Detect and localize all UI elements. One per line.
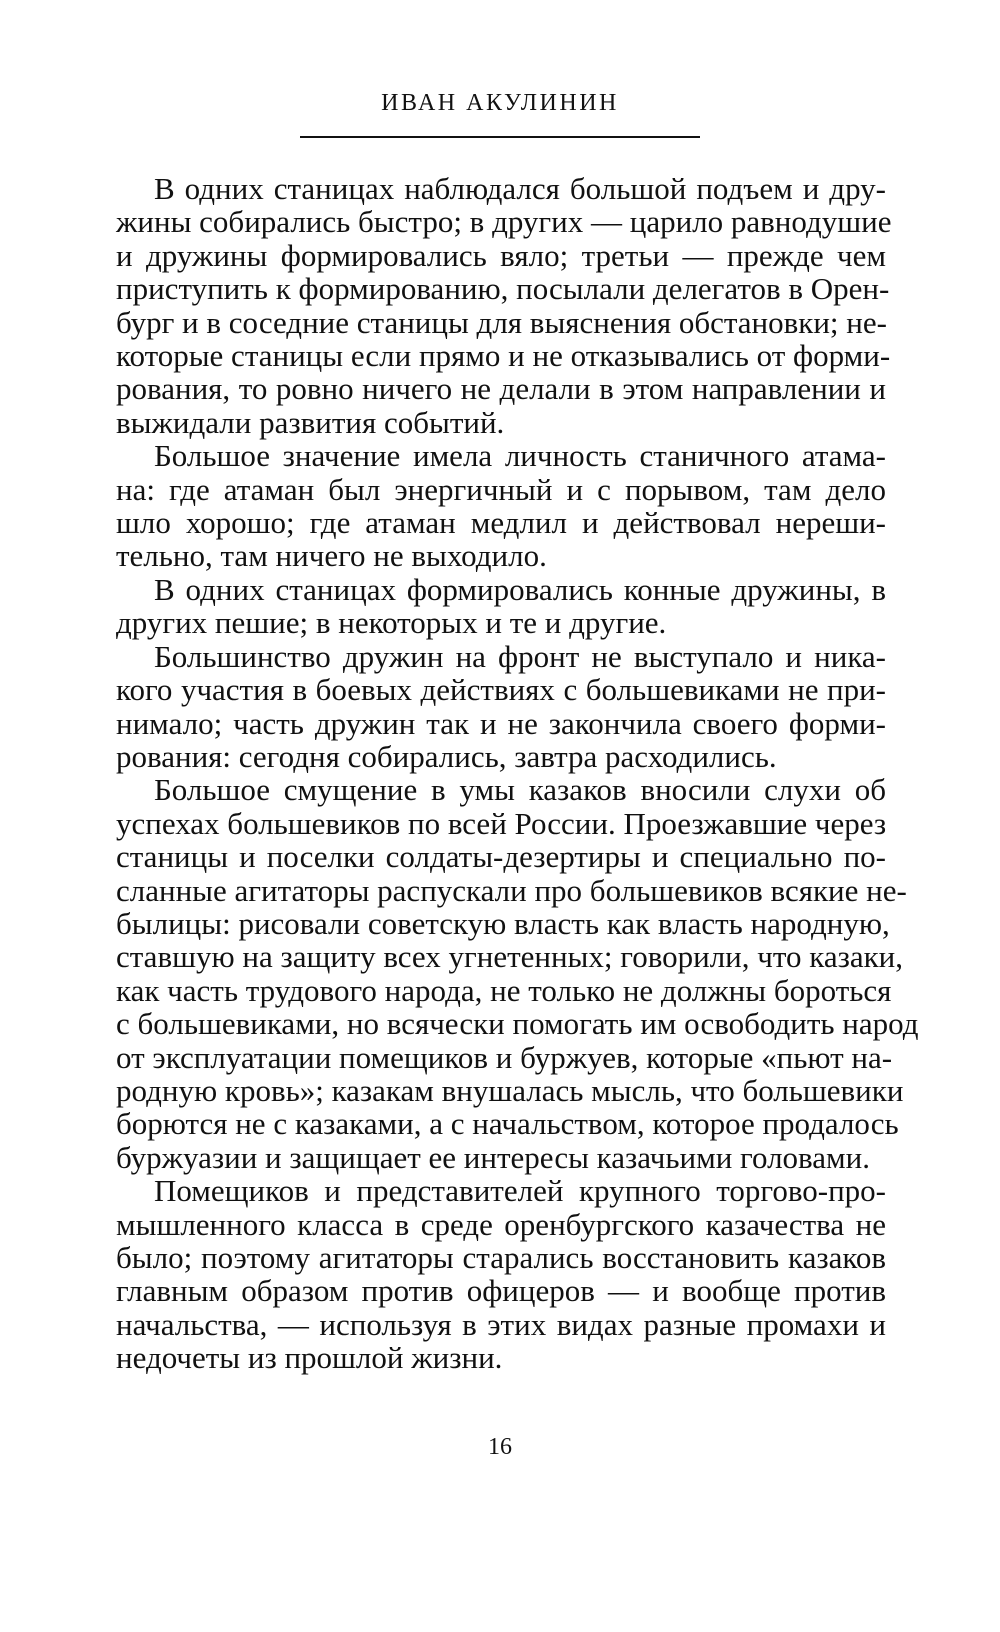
text-line: шло хорошо; где атаман медлил и действовал нереши- — [116, 505, 886, 541]
paragraph — [116, 573, 886, 640]
text-line: с большевиками, но всячески помогать им освободить народ — [116, 1006, 919, 1042]
text-line: как часть трудового народа, не только не должны бороться — [116, 972, 892, 1008]
text-line: на: где атаман был энергичный и с порывом, там дело — [116, 471, 886, 507]
running-head: ИВАН АКУЛИНИН — [381, 90, 619, 116]
paragraph — [116, 772, 919, 1175]
text-line: недочеты из прошлой жизни. — [116, 1340, 503, 1376]
text-line: сланные агитаторы распускали про большевиков всякие не- — [116, 872, 907, 908]
text-line: Большое смущение в умы казаков вносили слухи об — [154, 772, 886, 808]
paragraph — [116, 171, 892, 440]
text-line: рования: сегодня собирались, завтра расходились. — [116, 738, 777, 774]
text-line: приступить к формированию, посылали делегатов в Орен- — [116, 271, 890, 307]
text-line: тельно, там ничего не выходило. — [116, 538, 547, 574]
text-line: выжидали развития событий. — [116, 404, 505, 440]
text-line: жины собирались быстро; в других — царило равнодушие — [116, 204, 892, 240]
text-line: нимало; часть дружин так и не закончила своего форми- — [116, 705, 886, 741]
text-line: станицы и поселки солдаты-дезертиры и специально по- — [116, 839, 886, 875]
text-line: бург и в соседние станицы для выяснения обстановки; не- — [116, 304, 887, 340]
text-line: родную кровь»; казакам внушалась мысль, что большевики — [116, 1072, 904, 1108]
text-line: борются не с казаками, а с начальством, которое продалось — [116, 1106, 899, 1142]
text-line: начальства, — используя в этих видах разные промахи и — [116, 1306, 886, 1342]
paragraph — [116, 439, 886, 573]
paragraph — [116, 1174, 886, 1374]
body-text — [116, 171, 919, 1376]
page-number: 16 — [488, 1434, 512, 1460]
text-line: Большинство дружин на фронт не выступало и ника- — [154, 638, 886, 674]
text-line: В одних станицах наблюдался большой подъем и дру- — [154, 171, 886, 206]
text-line: было; поэтому агитаторы старались восстановить казаков — [116, 1240, 886, 1275]
text-line: рования, то ровно ничего не делали в этом направлении и — [116, 371, 886, 407]
text-line: главным образом против офицеров — и вообще против — [116, 1273, 886, 1309]
text-line: буржуазии и защищает ее интересы казачьими головами. — [116, 1139, 870, 1175]
text-line: былицы: рисовали советскую власть как власть народную, — [116, 905, 890, 941]
text-line: и дружины формировались вяло; третьи — прежде чем — [116, 237, 886, 273]
text-line: Большое значение имела личность станичного атама- — [154, 438, 886, 474]
text-line: Помещиков и представителей крупного торгово-про- — [154, 1173, 886, 1209]
text-line: которые станицы если прямо и не отказывались от форми- — [116, 338, 891, 374]
text-line: от эксплуатации помещиков и буржуев, которые «пьют на- — [116, 1039, 893, 1075]
text-line: ставшую на защиту всех угнетенных; говорили, что казаки, — [116, 939, 904, 975]
text-line: успехах большевиков по всей России. Проезжавшие через — [116, 805, 887, 841]
text-line: мышленного класса в среде оренбургского казачества не — [116, 1206, 886, 1242]
text-line: В одних станицах формировались конные дружины, в — [154, 571, 886, 607]
text-line: кого участия в боевых действиях с большевиками не при- — [116, 672, 886, 708]
paragraph — [116, 640, 886, 774]
text-line: других пешие; в некоторых и те и другие. — [116, 605, 667, 641]
header-rule — [300, 136, 700, 138]
